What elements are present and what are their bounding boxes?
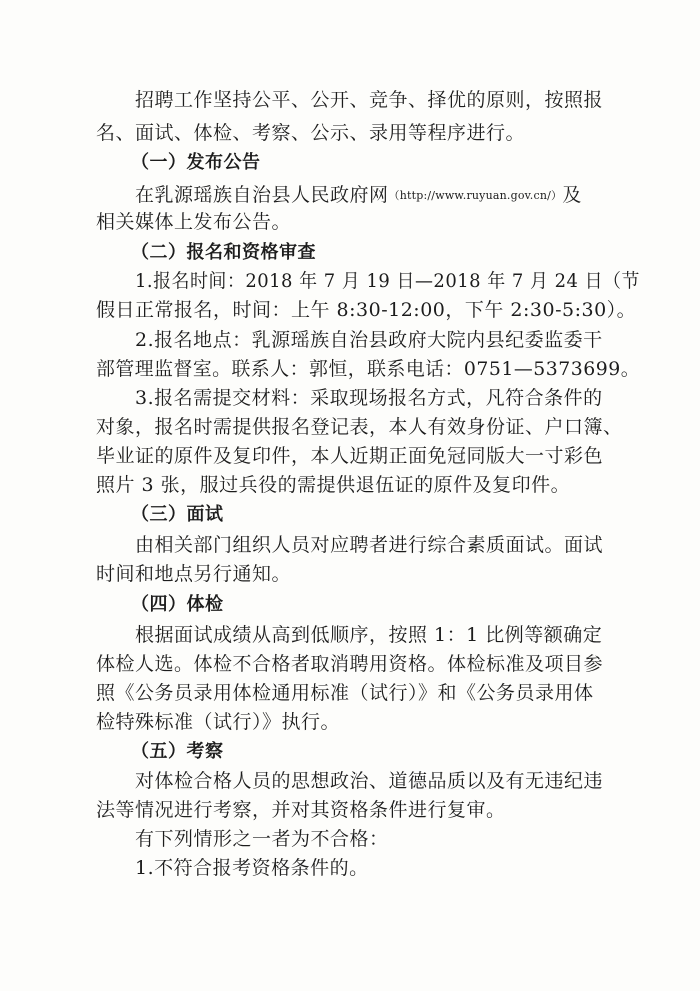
section-heading-interview: （三）面试 xyxy=(131,504,224,525)
sec3-line-1: 由相关部门组织人员对应聘者进行综合素质面试。面试 xyxy=(135,534,604,556)
section-heading-investigation: （五）考察 xyxy=(131,741,224,762)
sec2-item1-line-1: 1.报名时间：2018 年 7 月 19 日—2018 年 7 月 24 日（节 xyxy=(135,270,640,292)
sec1-line-1-text: 在乳源瑶族自治县人民政府网 xyxy=(135,184,389,206)
sec2-item2-line-2: 部管理监督室。联系人：郭恒，联系电话：0751—5373699。 xyxy=(96,358,641,380)
sec2-item3-line-4: 照片 3 张，服过兵役的需提供退伍证的原件及复印件。 xyxy=(96,474,571,496)
sec4-line-3: 照《公务员录用体检通用标准（试行）》和《公务员录用体 xyxy=(96,682,594,704)
intro-line-1: 招聘工作坚持公平、公开、竞争、择优的原则，按照报 xyxy=(135,89,604,111)
sec5-line-4: 1.不符合报考资格条件的。 xyxy=(135,857,369,879)
sec2-item3-line-1: 3.报名需提交材料：采取现场报名方式，凡符合条件的 xyxy=(135,387,603,409)
sec4-line-1: 根据面试成绩从高到低顺序，按照 1：1 比例等额确定 xyxy=(135,624,603,646)
sec5-line-1: 对体检合格人员的思想政治、道德品质以及有无违纪违 xyxy=(135,770,604,792)
sec3-line-2: 时间和地点另行通知。 xyxy=(96,563,292,585)
sec5-line-3: 有下列情形之一者为不合格： xyxy=(135,828,389,850)
section-heading-registration: （二）报名和资格审查 xyxy=(131,242,316,263)
intro-line-2: 名、面试、体检、考察、公示、录用等程序进行。 xyxy=(96,122,526,144)
sec2-item1-line-2: 假日正常报名，时间：上午 8:30-12:00，下午 2:30-5:30）。 xyxy=(96,299,637,321)
section-heading-publish: （一）发布公告 xyxy=(131,152,261,173)
section-heading-medical-exam: （四）体检 xyxy=(131,594,224,615)
website-url: （http://www.ruyuan.gov.cn/） xyxy=(388,189,563,202)
sec2-item2-line-1: 2.报名地点：乳源瑶族自治县政府大院内县纪委监委干 xyxy=(135,329,603,351)
sec2-item3-line-3: 毕业证的原件及复印件，本人近期正面免冠同版大一寸彩色 xyxy=(96,445,604,467)
sec1-line-2: 相关媒体上发布公告。 xyxy=(96,211,292,233)
sec1-line-1-suffix: 及 xyxy=(562,184,582,206)
sec4-line-4: 检特殊标准（试行）》执行。 xyxy=(96,711,341,733)
sec1-line-1 xyxy=(135,183,582,208)
sec4-line-2: 体检人选。体检不合格者取消聘用资格。体检标准及项目参 xyxy=(96,653,604,675)
sec2-item3-line-2: 对象，报名时需提供报名登记表，本人有效身份证、户口簿、 xyxy=(96,416,623,438)
sec5-line-2: 法等情况进行考察，并对其资格条件进行复审。 xyxy=(96,799,506,821)
